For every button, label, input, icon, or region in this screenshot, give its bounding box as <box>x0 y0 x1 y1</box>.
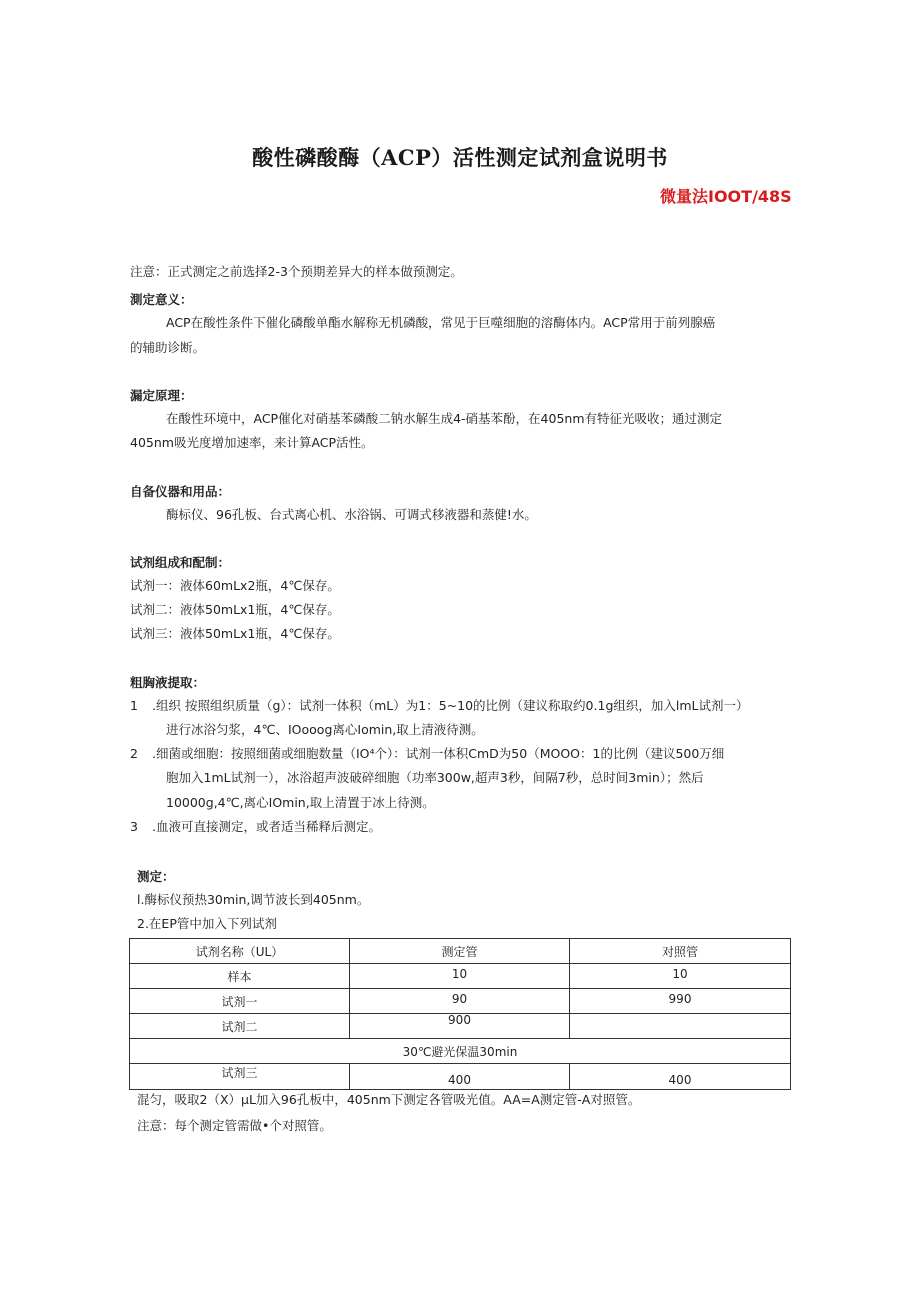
table-header-cell: 测定管 <box>350 939 570 964</box>
table-cell <box>570 1014 791 1039</box>
reagent-table <box>129 938 791 1090</box>
equipment-heading: 自备仪器和用品： <box>130 484 231 499</box>
extraction-item-2-line-3: 10000g,4℃,离心IOmin,取上清置于冰上待测。 <box>166 795 435 810</box>
table-cell <box>570 964 791 989</box>
table-cell <box>350 1014 570 1039</box>
incubation-cell: 30℃避光保温30min <box>130 1039 791 1064</box>
extraction-item-2-line-1: .细菌或细胞：按照细菌或细胞数量（IO⁴个）：试剂一体积CmD为50（MOOO：1的比例（建议500万细 <box>152 746 725 761</box>
extraction-item-1-number: 1 <box>130 698 138 713</box>
extraction-item-1 <box>130 697 749 715</box>
measure-step-1: l.酶标仪预热30min,调节波长到405nm。 <box>137 892 370 907</box>
table-cell-text: 900 <box>448 1013 471 1027</box>
significance-heading: 測定意义： <box>130 292 193 307</box>
table-cell <box>570 989 791 1014</box>
table-cell-text: 10 <box>672 967 688 981</box>
extraction-item-2 <box>130 745 724 763</box>
table-cell <box>350 1064 570 1090</box>
extraction-item-3-number: 3 <box>130 819 138 834</box>
extraction-item-2-line-2: 胞加入1mL试剂一），冰浴超声波破碎细胞（功率300w,超声3秒，间隔7秒，总时间3min）；然后 <box>166 770 704 785</box>
table-header-row <box>130 939 791 964</box>
significance-line-1: ACP在酸性条件下催化磷酸单酯水解称无机磷酸，常见于巨噬细胞的溶酶体内。ACP常用于前列腺癌 <box>166 315 716 330</box>
significance-line-2: 的辅助诊断。 <box>130 340 206 355</box>
table-cell-text: 90 <box>451 992 468 1006</box>
extraction-item-3 <box>130 818 381 836</box>
table-cell-text: 样本 <box>227 969 252 984</box>
principle-heading: 漏定原理： <box>130 388 193 403</box>
reagent-item-1: 试剂一：液体60mLx2瓶，4℃保存。 <box>130 578 340 593</box>
table-cell <box>350 964 570 989</box>
table-cell <box>570 1064 791 1090</box>
extraction-item-1-line-1: .组织 按照组织质量（g）：试剂一体积（mL）为1：5~10的比例（建议称取约0.1g组织，加入lmL试剂一） <box>152 698 749 713</box>
table-header-cell: 对照管 <box>570 939 791 964</box>
table-cell-text: 试剂三 <box>221 1066 258 1080</box>
extraction-item-2-number: 2 <box>130 746 138 761</box>
table-cell <box>130 1064 350 1090</box>
table-cell <box>130 964 350 989</box>
measure-step-2: 2.在EP管中加入下列试剂 <box>137 916 277 931</box>
principle-line-1: 在酸性环境中，ACP催化对硝基苯磷酸二钠水解生成4-硝基苯酚，在405nm有特征光吸收；通过测定 <box>166 411 723 426</box>
table-merged-row <box>130 1039 791 1064</box>
table-row <box>130 1014 791 1039</box>
principle-line-2: 405nm吸光度增加速率，来计算ACP活性。 <box>130 435 374 450</box>
table-cell-text: 400 <box>668 1072 692 1087</box>
table-cell <box>350 989 570 1014</box>
extraction-heading: 粗胸液提取： <box>130 675 206 690</box>
document-title: 酸性磷酸酶（ACP）活性测定试剂盒说明书 <box>252 145 668 170</box>
table-row <box>130 989 791 1014</box>
table-cell-text: 试剂二 <box>221 1019 258 1034</box>
reagents-heading: 试剂组成和配制： <box>130 555 231 570</box>
table-cell-text: 400 <box>448 1072 471 1087</box>
table-row <box>130 1064 791 1090</box>
extraction-item-3-line-1: .血液可直接测定，或者适当稀释后测定。 <box>152 819 381 834</box>
table-row <box>130 964 791 989</box>
measure-heading: 测定： <box>137 869 175 884</box>
notice-text: 注意：正式测定之前选择2-3个预期差异大的样本做预测定。 <box>130 264 463 279</box>
reagent-item-2: 试剂二：液体50mLx1瓶，4℃保存。 <box>130 602 340 617</box>
reagent-item-3: 试剂三：液体50mLx1瓶，4℃保存。 <box>130 626 340 641</box>
extraction-item-1-line-2: 进行冰浴匀浆，4℃、IOooog离心Iomin,取上清液待测。 <box>166 722 484 737</box>
method-subtitle: 微量法IOOT/48S <box>660 187 792 206</box>
table-cell <box>130 1014 350 1039</box>
table-cell-text: 试剂一 <box>221 994 258 1009</box>
table-header-cell: 试剂名称（UL） <box>130 939 350 964</box>
table-cell <box>130 989 350 1014</box>
mix-instruction: 混匀，吸取2（X）μL加入96孔板中，405nm下测定各管吸光值。AA=A测定管-A对照管。 <box>137 1092 641 1107</box>
table-cell-text: 990 <box>668 992 692 1006</box>
control-note: 注意：每个测定管需做•个对照管。 <box>137 1118 332 1133</box>
table-cell-text: 10 <box>451 967 468 981</box>
equipment-line-1: 酶标仪、96孔板、台式离心机、水浴锅、可调式移液器和蒸健!水。 <box>166 507 537 522</box>
